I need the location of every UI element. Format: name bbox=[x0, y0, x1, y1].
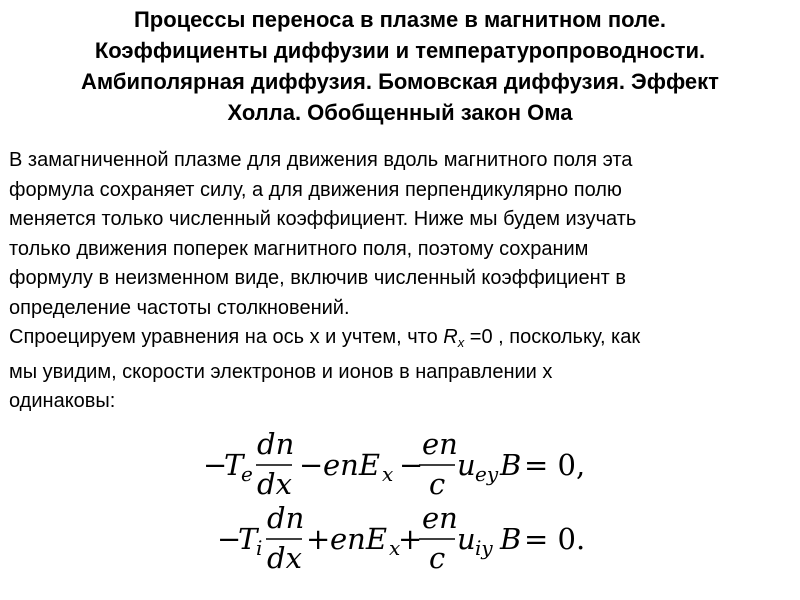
equation-2 bbox=[217, 501, 585, 575]
eq1-term2-sub: x bbox=[382, 462, 394, 486]
slide-title bbox=[0, 4, 800, 128]
eq2-op1: + bbox=[306, 522, 331, 556]
eq1-frac1-num: dn bbox=[257, 427, 295, 461]
title-line-2: Коэффициенты диффузии и температуропроводности. bbox=[94, 38, 706, 63]
body-line-3: меняется только численный коэффициент. Ниже мы будем изучать bbox=[9, 208, 637, 230]
eq2-equals: = 0. bbox=[524, 522, 586, 556]
eq1-u: u bbox=[457, 448, 476, 482]
eq2-op2: + bbox=[398, 522, 423, 556]
eq1-frac2-num: en bbox=[422, 427, 458, 461]
body-line-9: одинаковы: bbox=[9, 390, 116, 412]
eq1-op1: − bbox=[299, 448, 324, 482]
body-line-6: определение частоты столкновений. bbox=[9, 296, 350, 319]
body-line-4: только движения поперек магнитного поля, поэтому сохраним bbox=[9, 237, 589, 260]
eq2-frac1-den: dx bbox=[267, 541, 302, 575]
eq1-term2: enE bbox=[323, 448, 381, 482]
eq2-frac1-num: dn bbox=[267, 501, 305, 535]
projection-var: R bbox=[443, 326, 458, 348]
eq2-frac2-den: c bbox=[429, 541, 446, 575]
body-line-1: В замагниченной плазме для движения вдоль магнитного поля эта bbox=[9, 149, 633, 171]
equations-block bbox=[195, 425, 615, 590]
eq1-u-sub: ey bbox=[475, 462, 499, 486]
body-text bbox=[9, 146, 794, 417]
title-line-3: Амбиполярная диффузия. Бомовская диффузия. Эффект bbox=[81, 69, 719, 94]
projection-text-end: =0 , поскольку, как bbox=[464, 326, 641, 348]
eq1-frac2-den: c bbox=[429, 467, 446, 501]
eq2-u: u bbox=[457, 522, 476, 556]
title-line-4: Холла. Обобщенный закон Ома bbox=[227, 100, 573, 125]
eq2-term2-sub: x bbox=[389, 536, 401, 560]
body-line-2: формула сохраняет силу, а для движения перпендикулярно полю bbox=[9, 178, 622, 201]
title-line-1: Процессы переноса в плазме в магнитном поле. bbox=[133, 7, 667, 32]
body-line-8: мы увидим, скорости электронов и ионов в направлении x bbox=[9, 360, 553, 383]
body-line-5: формулу в неизменном виде, включив численный коэффициент в bbox=[9, 267, 626, 289]
eq2-T: T bbox=[238, 522, 258, 556]
equation-1 bbox=[203, 427, 585, 501]
eq1-op2: − bbox=[399, 448, 424, 482]
eq2-T-sub: i bbox=[256, 536, 263, 560]
eq1-T-sub: e bbox=[241, 462, 253, 486]
equations-svg bbox=[195, 425, 615, 590]
projection-text-start: Спроецируем уравнения на ось x и учтем, что bbox=[9, 326, 444, 348]
projection-var-sub: x bbox=[457, 335, 465, 350]
eq2-term2: enE bbox=[330, 522, 388, 556]
eq1-frac1-den: dx bbox=[257, 467, 292, 501]
eq2-B: B bbox=[500, 522, 522, 556]
eq1-B: B bbox=[500, 448, 522, 482]
eq2-minus: − bbox=[217, 522, 242, 556]
eq1-equals: = 0, bbox=[524, 448, 586, 482]
body-line-projection bbox=[9, 323, 794, 358]
eq1-T: T bbox=[224, 448, 244, 482]
eq1-minus: − bbox=[203, 448, 228, 482]
eq2-u-sub: iy bbox=[475, 536, 493, 560]
eq2-frac2-num: en bbox=[422, 501, 458, 535]
